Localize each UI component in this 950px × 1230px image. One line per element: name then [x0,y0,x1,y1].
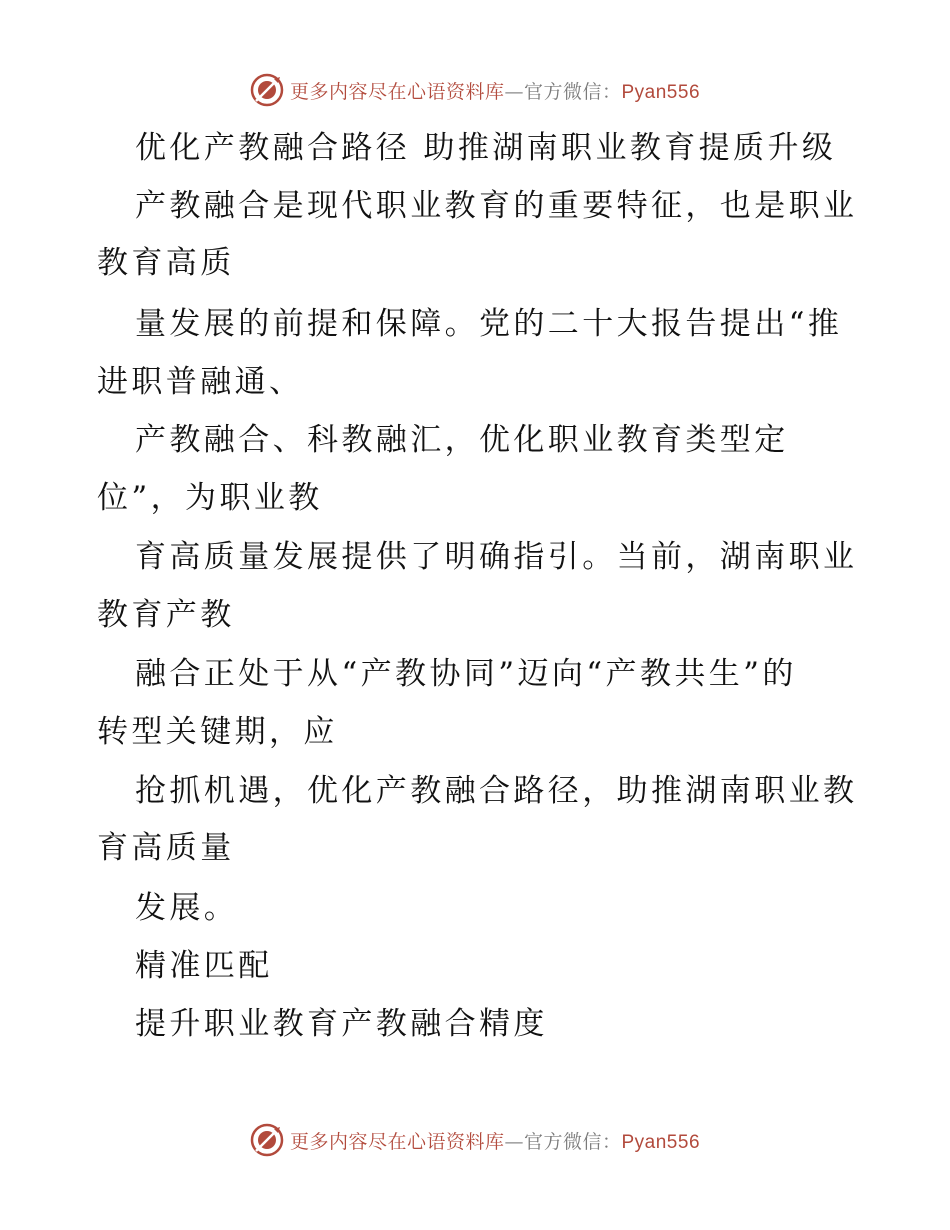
paragraph-line: 产教融合、科教融汇，优化职业教育类型定 [135,422,789,458]
footer-watermark [0,1120,950,1160]
watermark-text: 更多内容尽在心语资料库—官方微信：Pyan556 [289,1130,701,1153]
paragraph-line: 融合正处于从“产教协同”迈向“产教共生”的 [135,656,797,692]
section-heading: 精准匹配 [135,948,273,984]
header-watermark [0,70,950,110]
paragraph-line: 产教融合是现代职业教育的重要特征，也是职业 [135,188,858,224]
paragraph-line: 位”，为职业教 [97,480,323,516]
paragraph-line: 进职普融通、 [97,364,304,400]
paragraph-line: 育高质量 [97,830,235,866]
paragraph-line: 量发展的前提和保障。党的二十大报告提出“推 [135,306,843,342]
paragraph-line: 转型关键期，应 [97,714,338,750]
paragraph-line: 育高质量发展提供了明确指引。当前，湖南职业 [135,539,858,575]
pen-logo-icon [250,73,284,107]
section-subheading: 提升职业教育产教融合精度 [135,1006,548,1042]
paragraph-line: 教育产教 [97,597,235,633]
document-title: 优化产教融合路径 助推湖南职业教育提质升级 [135,130,837,166]
pen-logo-icon [250,1123,284,1157]
paragraph-line: 发展。 [135,890,239,926]
paragraph-line: 抢抓机遇，优化产教融合路径，助推湖南职业教 [135,773,858,809]
watermark-text: 更多内容尽在心语资料库—官方微信：Pyan556 [289,80,701,103]
paragraph-line: 教育高质 [97,245,235,281]
